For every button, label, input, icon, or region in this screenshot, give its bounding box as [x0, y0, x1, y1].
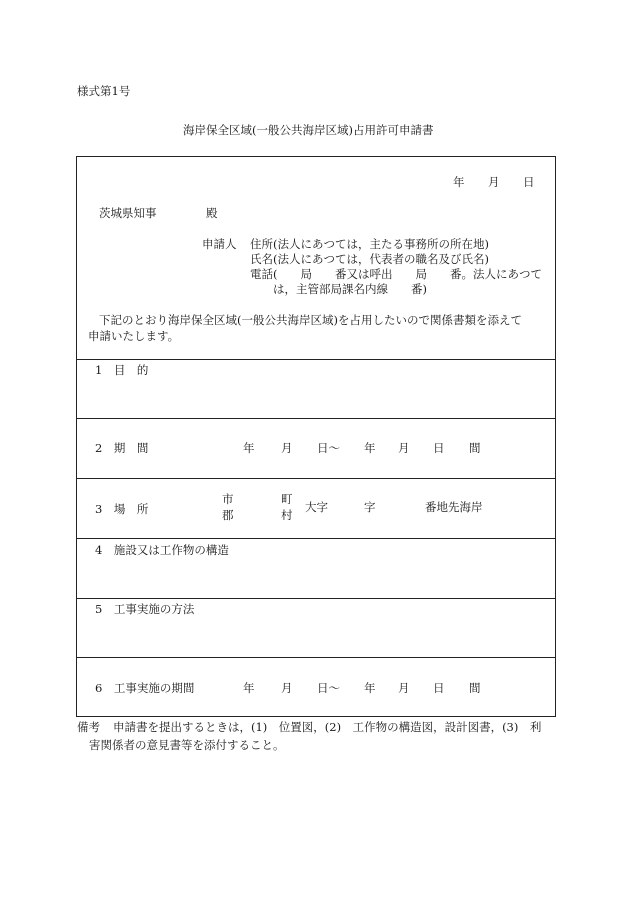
- period-to-year: 年: [364, 441, 376, 455]
- document-title: 海岸保全区域(一般公共海岸区域)占用許可申請書: [183, 123, 434, 137]
- location-town: 町: [281, 492, 293, 506]
- period-to-day: 日: [433, 441, 445, 455]
- construction-to-year: 年: [364, 681, 376, 695]
- structure-label: 4 施設又は工作物の構造: [95, 543, 229, 557]
- application-form: [76, 156, 556, 717]
- honorific: 殿: [206, 206, 218, 220]
- period-from-month: 月: [281, 441, 293, 455]
- row-divider: [77, 598, 555, 599]
- applicant-label: 申請人: [202, 237, 237, 251]
- applicant-name-line: 氏名(法人にあつては，代表者の職名及び氏名): [250, 252, 489, 266]
- date-month-label: 月: [488, 175, 500, 189]
- period-suffix: 間: [469, 441, 481, 455]
- row-divider: [77, 418, 555, 419]
- construction-to-day: 日: [433, 681, 445, 695]
- row-divider: [77, 359, 555, 360]
- location-village: 村: [281, 508, 293, 522]
- remarks-label: 備考: [77, 720, 100, 734]
- location-city: 市: [222, 492, 234, 506]
- period-to-month: 月: [398, 441, 410, 455]
- construction-period-label: 6 工事実施の期間: [95, 681, 195, 695]
- statement-line-1: 下記のとおり海岸保全区域(一般公共海岸区域)を占用したいので関係書類を添えて: [99, 313, 522, 327]
- date-day-label: 日: [523, 175, 535, 189]
- location-gun: 郡: [222, 508, 234, 522]
- form-number: 様式第1号: [77, 84, 131, 98]
- addressee: 茨城県知事: [99, 206, 157, 220]
- row-divider: [77, 478, 555, 479]
- construction-from-day: 日～: [317, 681, 340, 695]
- location-aza: 字: [364, 500, 376, 514]
- remarks-line-2: 害関係者の意見書等を添付すること。: [89, 738, 285, 752]
- construction-suffix: 間: [469, 681, 481, 695]
- construction-to-month: 月: [398, 681, 410, 695]
- period-from-year: 年: [243, 441, 255, 455]
- period-label: 2 期 間: [95, 441, 149, 455]
- applicant-phone-line-cont: は，主管部局課名内線 番): [273, 282, 427, 296]
- location-banchi: 番地先海岸: [425, 500, 483, 514]
- location-label: 3 場 所: [95, 502, 149, 516]
- date-year-label: 年: [453, 175, 465, 189]
- row-divider: [77, 538, 555, 539]
- method-label: 5 工事実施の方法: [95, 602, 195, 616]
- purpose-label: 1 目 的: [95, 363, 149, 377]
- applicant-phone-line: 電話( 局 番又は呼出 局 番。法人にあつて: [250, 267, 542, 281]
- row-divider: [77, 657, 555, 658]
- applicant-address-line: 住所(法人にあつては，主たる事務所の所在地): [250, 237, 489, 251]
- location-oaza: 大字: [305, 500, 328, 514]
- construction-from-year: 年: [243, 681, 255, 695]
- construction-from-month: 月: [281, 681, 293, 695]
- remarks-line-1: 申請書を提出するときは，(1) 位置図，(2) 工作物の構造図，設計図書，(3) 利: [113, 720, 542, 734]
- statement-line-2: 申請いたします。: [88, 329, 180, 343]
- period-from-day: 日～: [317, 441, 340, 455]
